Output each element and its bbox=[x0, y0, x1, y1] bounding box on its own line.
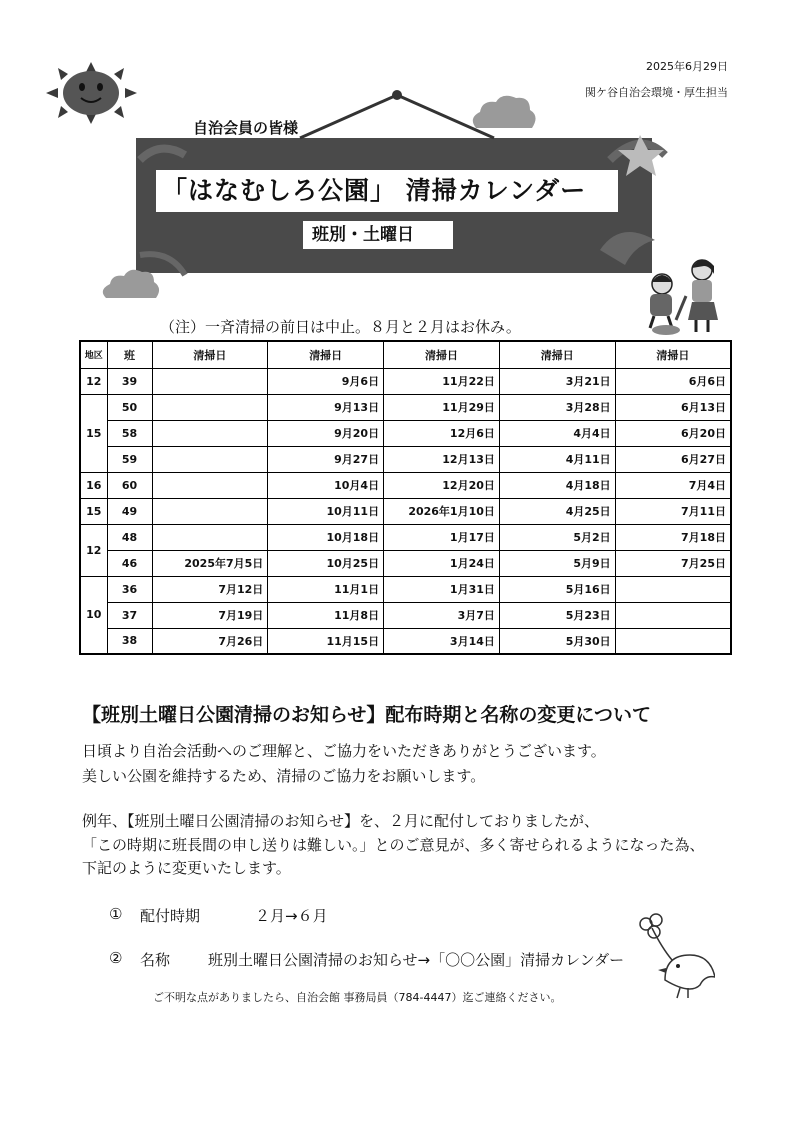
cleaning-calendar-table bbox=[79, 340, 732, 655]
date-cell bbox=[152, 472, 268, 498]
date-cell: 10月18日 bbox=[268, 524, 384, 550]
date-cell: 12月6日 bbox=[384, 420, 500, 446]
area-cell: 10 bbox=[80, 576, 107, 654]
column-header-han: 班 bbox=[107, 341, 152, 368]
column-header-date: 清掃日 bbox=[499, 341, 615, 368]
date-cell: 9月13日 bbox=[268, 394, 384, 420]
date-cell: 9月20日 bbox=[268, 420, 384, 446]
date-cell: 1月17日 bbox=[384, 524, 500, 550]
area-cell: 15 bbox=[80, 394, 107, 472]
date-cell: 5月30日 bbox=[499, 628, 615, 654]
date-cell: 7月12日 bbox=[152, 576, 268, 602]
page-subtitle: 班別・土曜日 bbox=[303, 221, 453, 249]
date-cell: 6月13日 bbox=[615, 394, 731, 420]
date-cell bbox=[152, 498, 268, 524]
date-cell: 10月25日 bbox=[268, 550, 384, 576]
table-row bbox=[80, 576, 731, 602]
notice-paragraph: 「この時期に班長間の申し送りは難しい。」とのご意見が、多く寄せられるようになった為、 bbox=[82, 836, 705, 854]
item-label: 名称 bbox=[140, 951, 171, 969]
date-cell: 7月25日 bbox=[615, 550, 731, 576]
table-row bbox=[80, 472, 731, 498]
date-cell: 11月22日 bbox=[384, 368, 500, 394]
table-row bbox=[80, 368, 731, 394]
table-row bbox=[80, 394, 731, 420]
date-cell: 9月27日 bbox=[268, 446, 384, 472]
area-cell: 15 bbox=[80, 498, 107, 524]
date-cell: 1月24日 bbox=[384, 550, 500, 576]
date-cell: 3月14日 bbox=[384, 628, 500, 654]
item-label: 配付時期 bbox=[140, 907, 201, 925]
children-cleaning-icon bbox=[636, 256, 728, 336]
date-cell: 7月4日 bbox=[615, 472, 731, 498]
cloud-icon bbox=[468, 94, 540, 134]
column-header-date: 清掃日 bbox=[615, 341, 731, 368]
table-header-row bbox=[80, 341, 731, 368]
page-title: 「はなむしろ公園」 清掃カレンダー bbox=[156, 170, 618, 212]
column-header-date: 清掃日 bbox=[268, 341, 384, 368]
date-cell: 4月4日 bbox=[499, 420, 615, 446]
table-row bbox=[80, 550, 731, 576]
date-cell: 7月26日 bbox=[152, 628, 268, 654]
notice-paragraph: 日頃より自治会活動へのご理解と、ご協力をいただきありがとうございます。 bbox=[82, 742, 606, 760]
date-cell: 12月20日 bbox=[384, 472, 500, 498]
table-row bbox=[80, 602, 731, 628]
date-cell: 11月1日 bbox=[268, 576, 384, 602]
notice-paragraph: 美しい公園を維持するため、清掃のご協力をお願いします。 bbox=[82, 767, 486, 785]
date-cell bbox=[152, 446, 268, 472]
han-cell: 39 bbox=[107, 368, 152, 394]
item-number: ① bbox=[109, 905, 123, 923]
date-cell: 7月11日 bbox=[615, 498, 731, 524]
date-cell: 11月29日 bbox=[384, 394, 500, 420]
date-cell: 12月13日 bbox=[384, 446, 500, 472]
date-cell: 11月15日 bbox=[268, 628, 384, 654]
date-cell: 2026年1月10日 bbox=[384, 498, 500, 524]
document-date: 2025年6月29日 bbox=[646, 60, 728, 73]
date-cell bbox=[615, 602, 731, 628]
notice-heading: 【班別土曜日公園清掃のお知らせ】配布時期と名称の変更について bbox=[82, 704, 652, 726]
han-cell: 36 bbox=[107, 576, 152, 602]
date-cell: 6月27日 bbox=[615, 446, 731, 472]
date-cell: 5月16日 bbox=[499, 576, 615, 602]
han-cell: 38 bbox=[107, 628, 152, 654]
area-cell: 12 bbox=[80, 368, 107, 394]
item-value: ２月→６月 bbox=[255, 907, 328, 925]
date-cell: 11月8日 bbox=[268, 602, 384, 628]
han-cell: 58 bbox=[107, 420, 152, 446]
calendar-note: （注）一斉清掃の前日は中止。８月と２月はお休み。 bbox=[160, 318, 521, 336]
table-row bbox=[80, 524, 731, 550]
date-cell bbox=[615, 576, 731, 602]
cloud-icon bbox=[100, 268, 164, 304]
column-header-area: 地区 bbox=[80, 341, 107, 368]
han-cell: 59 bbox=[107, 446, 152, 472]
banner-hanger bbox=[0, 0, 794, 300]
han-cell: 48 bbox=[107, 524, 152, 550]
date-cell: 9月6日 bbox=[268, 368, 384, 394]
department-name: 関ケ谷自治会環境・厚生担当 bbox=[585, 86, 728, 99]
date-cell: 4月11日 bbox=[499, 446, 615, 472]
bird-with-clover-icon bbox=[630, 910, 715, 1005]
date-cell: 7月19日 bbox=[152, 602, 268, 628]
date-cell: 4月25日 bbox=[499, 498, 615, 524]
column-header-date: 清掃日 bbox=[152, 341, 268, 368]
han-cell: 37 bbox=[107, 602, 152, 628]
date-cell bbox=[152, 368, 268, 394]
date-cell bbox=[615, 628, 731, 654]
date-cell: 10月11日 bbox=[268, 498, 384, 524]
table-row bbox=[80, 420, 731, 446]
date-cell: 1月31日 bbox=[384, 576, 500, 602]
date-cell: 3月7日 bbox=[384, 602, 500, 628]
han-cell: 60 bbox=[107, 472, 152, 498]
date-cell bbox=[152, 420, 268, 446]
date-cell bbox=[152, 524, 268, 550]
han-cell: 50 bbox=[107, 394, 152, 420]
date-cell: 3月21日 bbox=[499, 368, 615, 394]
item-value: 班別土曜日公園清掃のお知らせ→「〇〇公園」清掃カレンダー bbox=[208, 951, 625, 969]
column-header-date: 清掃日 bbox=[384, 341, 500, 368]
date-cell: 5月23日 bbox=[499, 602, 615, 628]
date-cell: 6月6日 bbox=[615, 368, 731, 394]
table-row bbox=[80, 628, 731, 654]
greeting: 自治会員の皆様 bbox=[193, 119, 299, 137]
area-cell: 12 bbox=[80, 524, 107, 576]
area-cell: 16 bbox=[80, 472, 107, 498]
date-cell: 4月18日 bbox=[499, 472, 615, 498]
date-cell bbox=[152, 394, 268, 420]
table-row bbox=[80, 446, 731, 472]
date-cell: 10月4日 bbox=[268, 472, 384, 498]
item-number: ② bbox=[109, 949, 123, 967]
han-cell: 46 bbox=[107, 550, 152, 576]
table-row bbox=[80, 498, 731, 524]
date-cell: 3月28日 bbox=[499, 394, 615, 420]
contact-footer: ご不明な点がありましたら、自治会館 事務局員（784-4447）迄ご連絡ください。 bbox=[153, 991, 562, 1004]
date-cell: 2025年7月5日 bbox=[152, 550, 268, 576]
date-cell: 7月18日 bbox=[615, 524, 731, 550]
notice-paragraph: 下記のように変更いたします。 bbox=[82, 859, 291, 877]
date-cell: 5月2日 bbox=[499, 524, 615, 550]
notice-paragraph: 例年、【班別土曜日公園清掃のお知らせ】を、２月に配付しておりましたが、 bbox=[82, 812, 600, 830]
date-cell: 6月20日 bbox=[615, 420, 731, 446]
date-cell: 5月9日 bbox=[499, 550, 615, 576]
han-cell: 49 bbox=[107, 498, 152, 524]
